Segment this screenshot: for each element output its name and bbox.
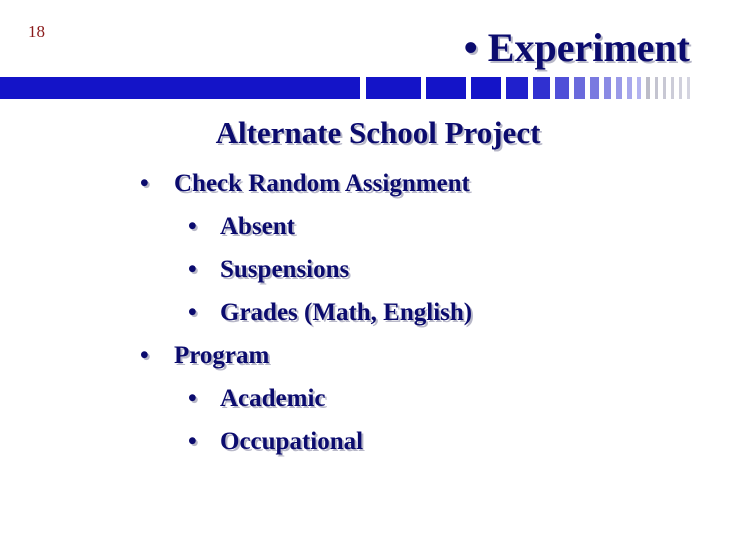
- slide-number: 18: [28, 22, 45, 41]
- bullet-text: Grades (Math, English): [220, 299, 473, 326]
- bullet-text: Check Random Assignment: [174, 170, 470, 197]
- bullet-text: Absent: [220, 213, 296, 240]
- bullet-marker: •: [188, 256, 197, 283]
- bullet-text: Occupational: [220, 428, 364, 455]
- bullet-text: Program: [174, 342, 270, 369]
- bullet-marker: •: [188, 385, 197, 412]
- slide-subtitle: Alternate School Project: [215, 115, 541, 150]
- bullet-text: Academic: [220, 385, 326, 412]
- bullet-marker: •: [188, 299, 197, 326]
- bullet-text: Suspensions: [220, 256, 350, 283]
- slide-title: • Experiment: [463, 25, 690, 70]
- decorative-bar-strip: [0, 77, 700, 99]
- bullet-marker: •: [188, 428, 197, 455]
- bullet-marker: •: [188, 213, 197, 240]
- bullet-marker: •: [140, 342, 149, 369]
- bullet-marker: •: [140, 170, 149, 197]
